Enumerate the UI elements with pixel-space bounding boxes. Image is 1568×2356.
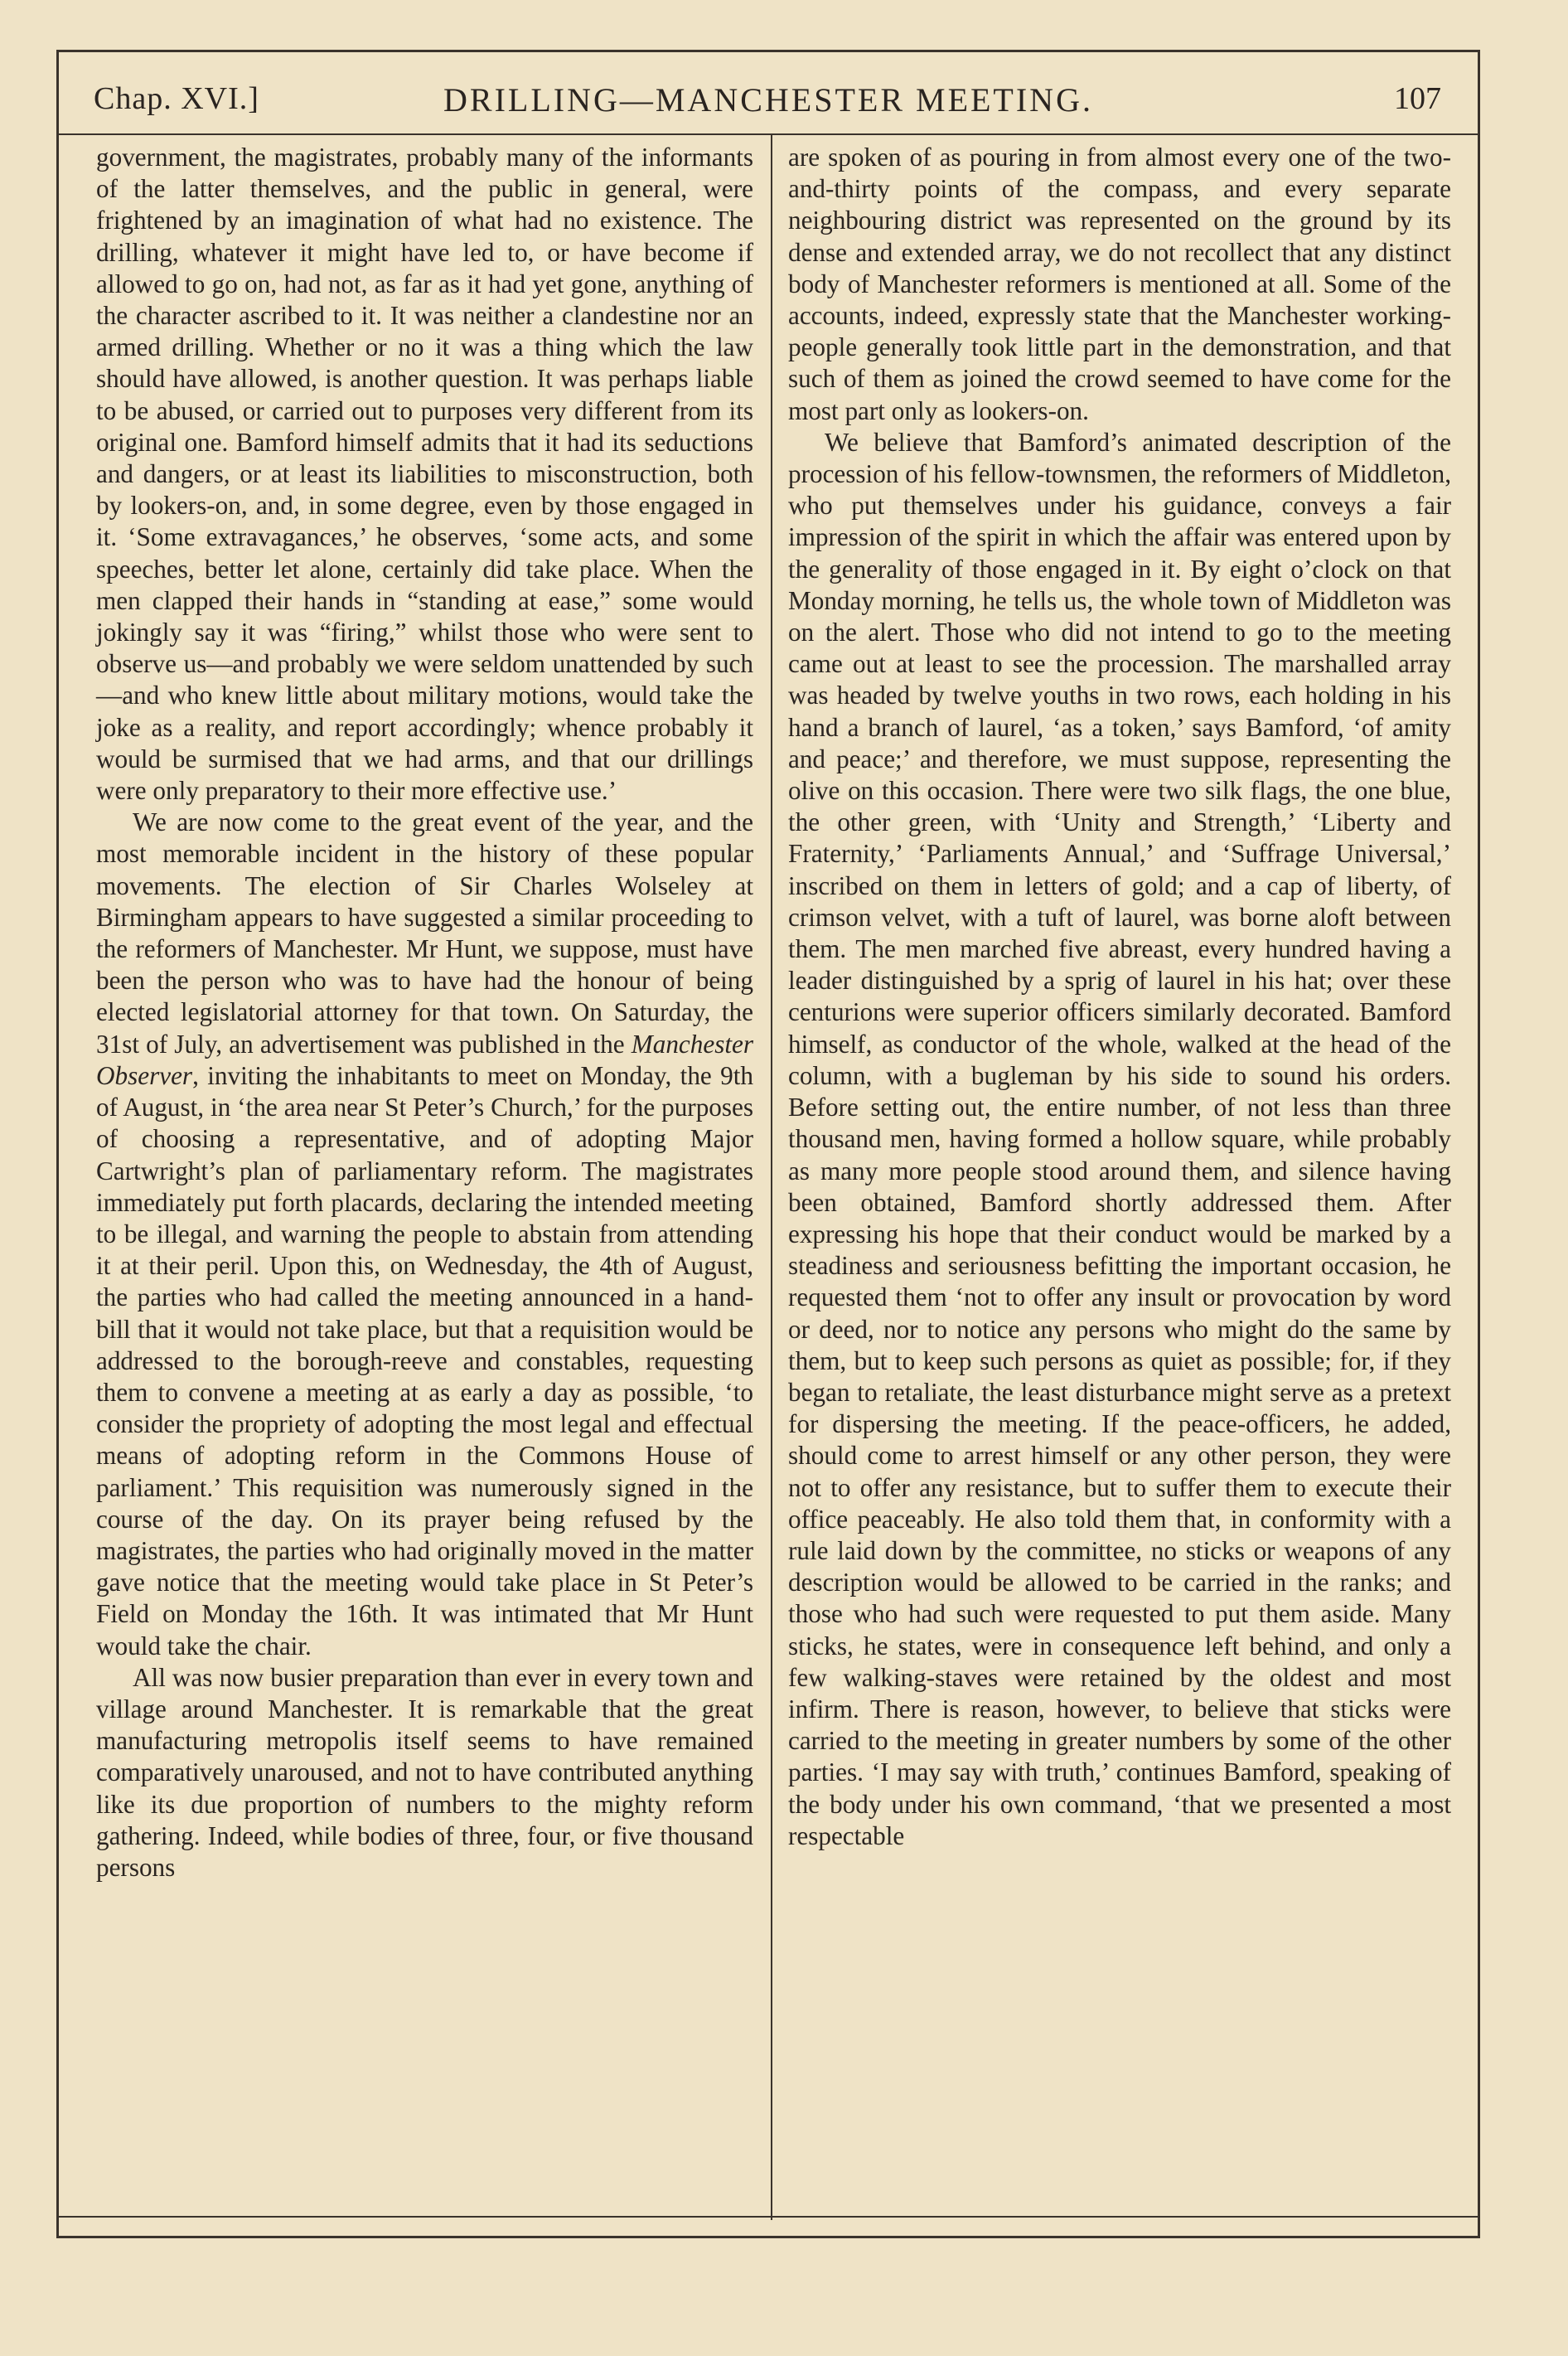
paragraph-text: , inviting the inhabitants to meet on Monday, the 9th of August, in ‘the area near St Peter’s Church,’ for the purposes of choosing a representative, and of adopting Major Cartwright’s plan of parliamentary reform. The magistrates immediately put forth placards, declaring the intended meeting to be illegal, and warning the people to abstain from attending it at their peril. Upon this, on Wednesday, the 4th of August, the parties who had called the meeting announced in a hand-bill that it would not take place, but that a requisition would be addressed to the borough-reeve and constables, requesting them to convene a meeting at as early a day as possible, ‘to consider the propriety of adopting the most legal and effectual means of adopting reform in the Commons House of parliament.’ This requisition was numerously signed in the course of the day. On its prayer being refused by the magistrates, the parties who had originally moved in the matter gave notice that the meeting would take place in St Peter’s Field on Monday the 16th. It was intimated that Mr Hunt would take the chair. bbox=[96, 1060, 753, 1660]
column-divider bbox=[771, 133, 772, 2220]
chapter-label: Chap. XVI.] bbox=[94, 81, 259, 116]
page-frame bbox=[56, 50, 1480, 2238]
left-column bbox=[96, 142, 753, 1883]
paragraph: government, the magistrates, probably many of the informants of the latter themselves, and the public in general, were frightened by an imagination of what had no existence. The drilling, whatever it might have led to, or have become if allowed to go on, had not, as far as it had yet gone, anything of the character ascribed to it. It was neither a clandestine nor an armed drilling. Whether or no it was a thing which the law should have allowed, is another question. It was perhaps liable to be abused, or carried out to purposes very different from its original one. Bamford himself admits that it had its seductions and dangers, or at least its liabilities to misconstruction, both by lookers-on, and, in some degree, even by those engaged in it. ‘Some extravagances,’ he observes, ‘some acts, and some speeches, better let alone, certainly did take place. When the men clapped their hands in “standing at ease,” some would jokingly say it was “firing,” whilst those who were sent to observe us—and probably we were seldom unattended by such—and who knew little about military motions, would take the joke as a reality, and report accordingly; whence probably it would be surmised that we had arms, and that our drillings were only preparatory to their more effective use.’ bbox=[96, 143, 753, 806]
paragraph bbox=[96, 807, 753, 1661]
paragraph: are spoken of as pouring in from almost every one of the two-and-thirty points of the compass, and every separate neighbouring district was represented on the ground by its dense and extended array, we do not recollect that any distinct body of Manchester reformers is mentioned at all. Some of the accounts, indeed, expressly state that the Manchester working-people generally took little part in the demonstration, and that such of them as joined the crowd seemed to have come for the most part only as lookers-on. bbox=[788, 143, 1451, 425]
paragraph: All was now busier preparation than ever in every town and village around Manchester. It is remarkable that the great manufacturing metropolis itself seems to have remained comparatively unaroused, and not to have contributed anything like its due proportion of numbers to the mighty reform gathering. Indeed, while bodies of three, four, or five thousand persons bbox=[96, 1662, 753, 1882]
paragraph-text: We are now come to the great event of the year, and the most memorable incident in the history of these popular movements. The election of Sir Charles Wolseley at Birmingham appears to have suggested a similar proceeding to the reformers of Manchester. Mr Hunt, we suppose, must have been the person who was to have had the honour of being elected legislatorial attorney for that town. On Saturday, the 31st of July, an advertisement was published in the bbox=[96, 807, 753, 1059]
right-column bbox=[788, 142, 1451, 1852]
page-number: 107 bbox=[1394, 81, 1441, 116]
bottom-rule bbox=[59, 2216, 1478, 2218]
newspaper-title: Manchester Observer bbox=[96, 1029, 753, 1090]
paragraph: We believe that Bamford’s animated description of the procession of his fellow-townsmen, the reformers of Middleton, who put themselves under his guidance, conveys a fair impression of the spirit in which the affair was entered upon by the generality of those engaged in it. By eight o’clock on that Monday morning, he tells us, the whole town of Middleton was on the alert. Those who did not intend to go to the meeting came out at least to see the procession. The marshalled array was headed by twelve youths in two rows, each holding in his hand a branch of laurel, ‘as a token,’ says Bamford, ‘of amity and peace;’ and therefore, we must suppose, representing the olive on this occasion. There were two silk flags, the one blue, the other green, with ‘Unity and Strength,’ ‘Liberty and Fraternity,’ ‘Parliaments Annual,’ and ‘Suffrage Universal,’ inscribed on them in letters of gold; and a cap of liberty, of crimson velvet, with a tuft of laurel, was borne aloft between them. The men marched five abreast, every hundred having a leader distinguished by a sprig of laurel in his hat; over these centurions were superior officers similarly decorated. Bamford himself, as conductor of the whole, walked at the head of the column, with a bugleman by his side to sound his orders. Before setting out, the entire number, of not less than three thousand men, having formed a hollow square, while probably as many more people stood around them, and silence having been obtained, Bamford shortly addressed them. After expressing his hope that their conduct would be marked by a steadiness and seriousness befitting the important occasion, he requested them ‘not to offer any insult or provocation by word or deed, nor to notice any persons who might do the same by them, but to keep such persons as quiet as possible; for, if they began to retaliate, the least disturbance might serve as a pretext for dispersing the meeting. If the peace-officers, he added, should come to arrest himself or any other person, they were not to offer any resistance, but to suffer them to execute their office peaceably. He also told them that, in conformity with a rule laid down by the committee, no sticks or weapons of any description would be allowed to be carried in the ranks; and those who had such were requested to put them aside. Many sticks, he states, were in consequence left behind, and only a few walking-staves were retained by the oldest and most infirm. There is reason, however, to believe that sticks were carried to the meeting in greater numbers by some of the other parties. ‘I may say with truth,’ continues Bamford, speaking of the body under his own command, ‘that we presented a most respectable bbox=[788, 427, 1451, 1850]
running-header bbox=[59, 52, 1478, 135]
running-title: DRILLING—MANCHESTER MEETING. bbox=[443, 81, 1093, 119]
